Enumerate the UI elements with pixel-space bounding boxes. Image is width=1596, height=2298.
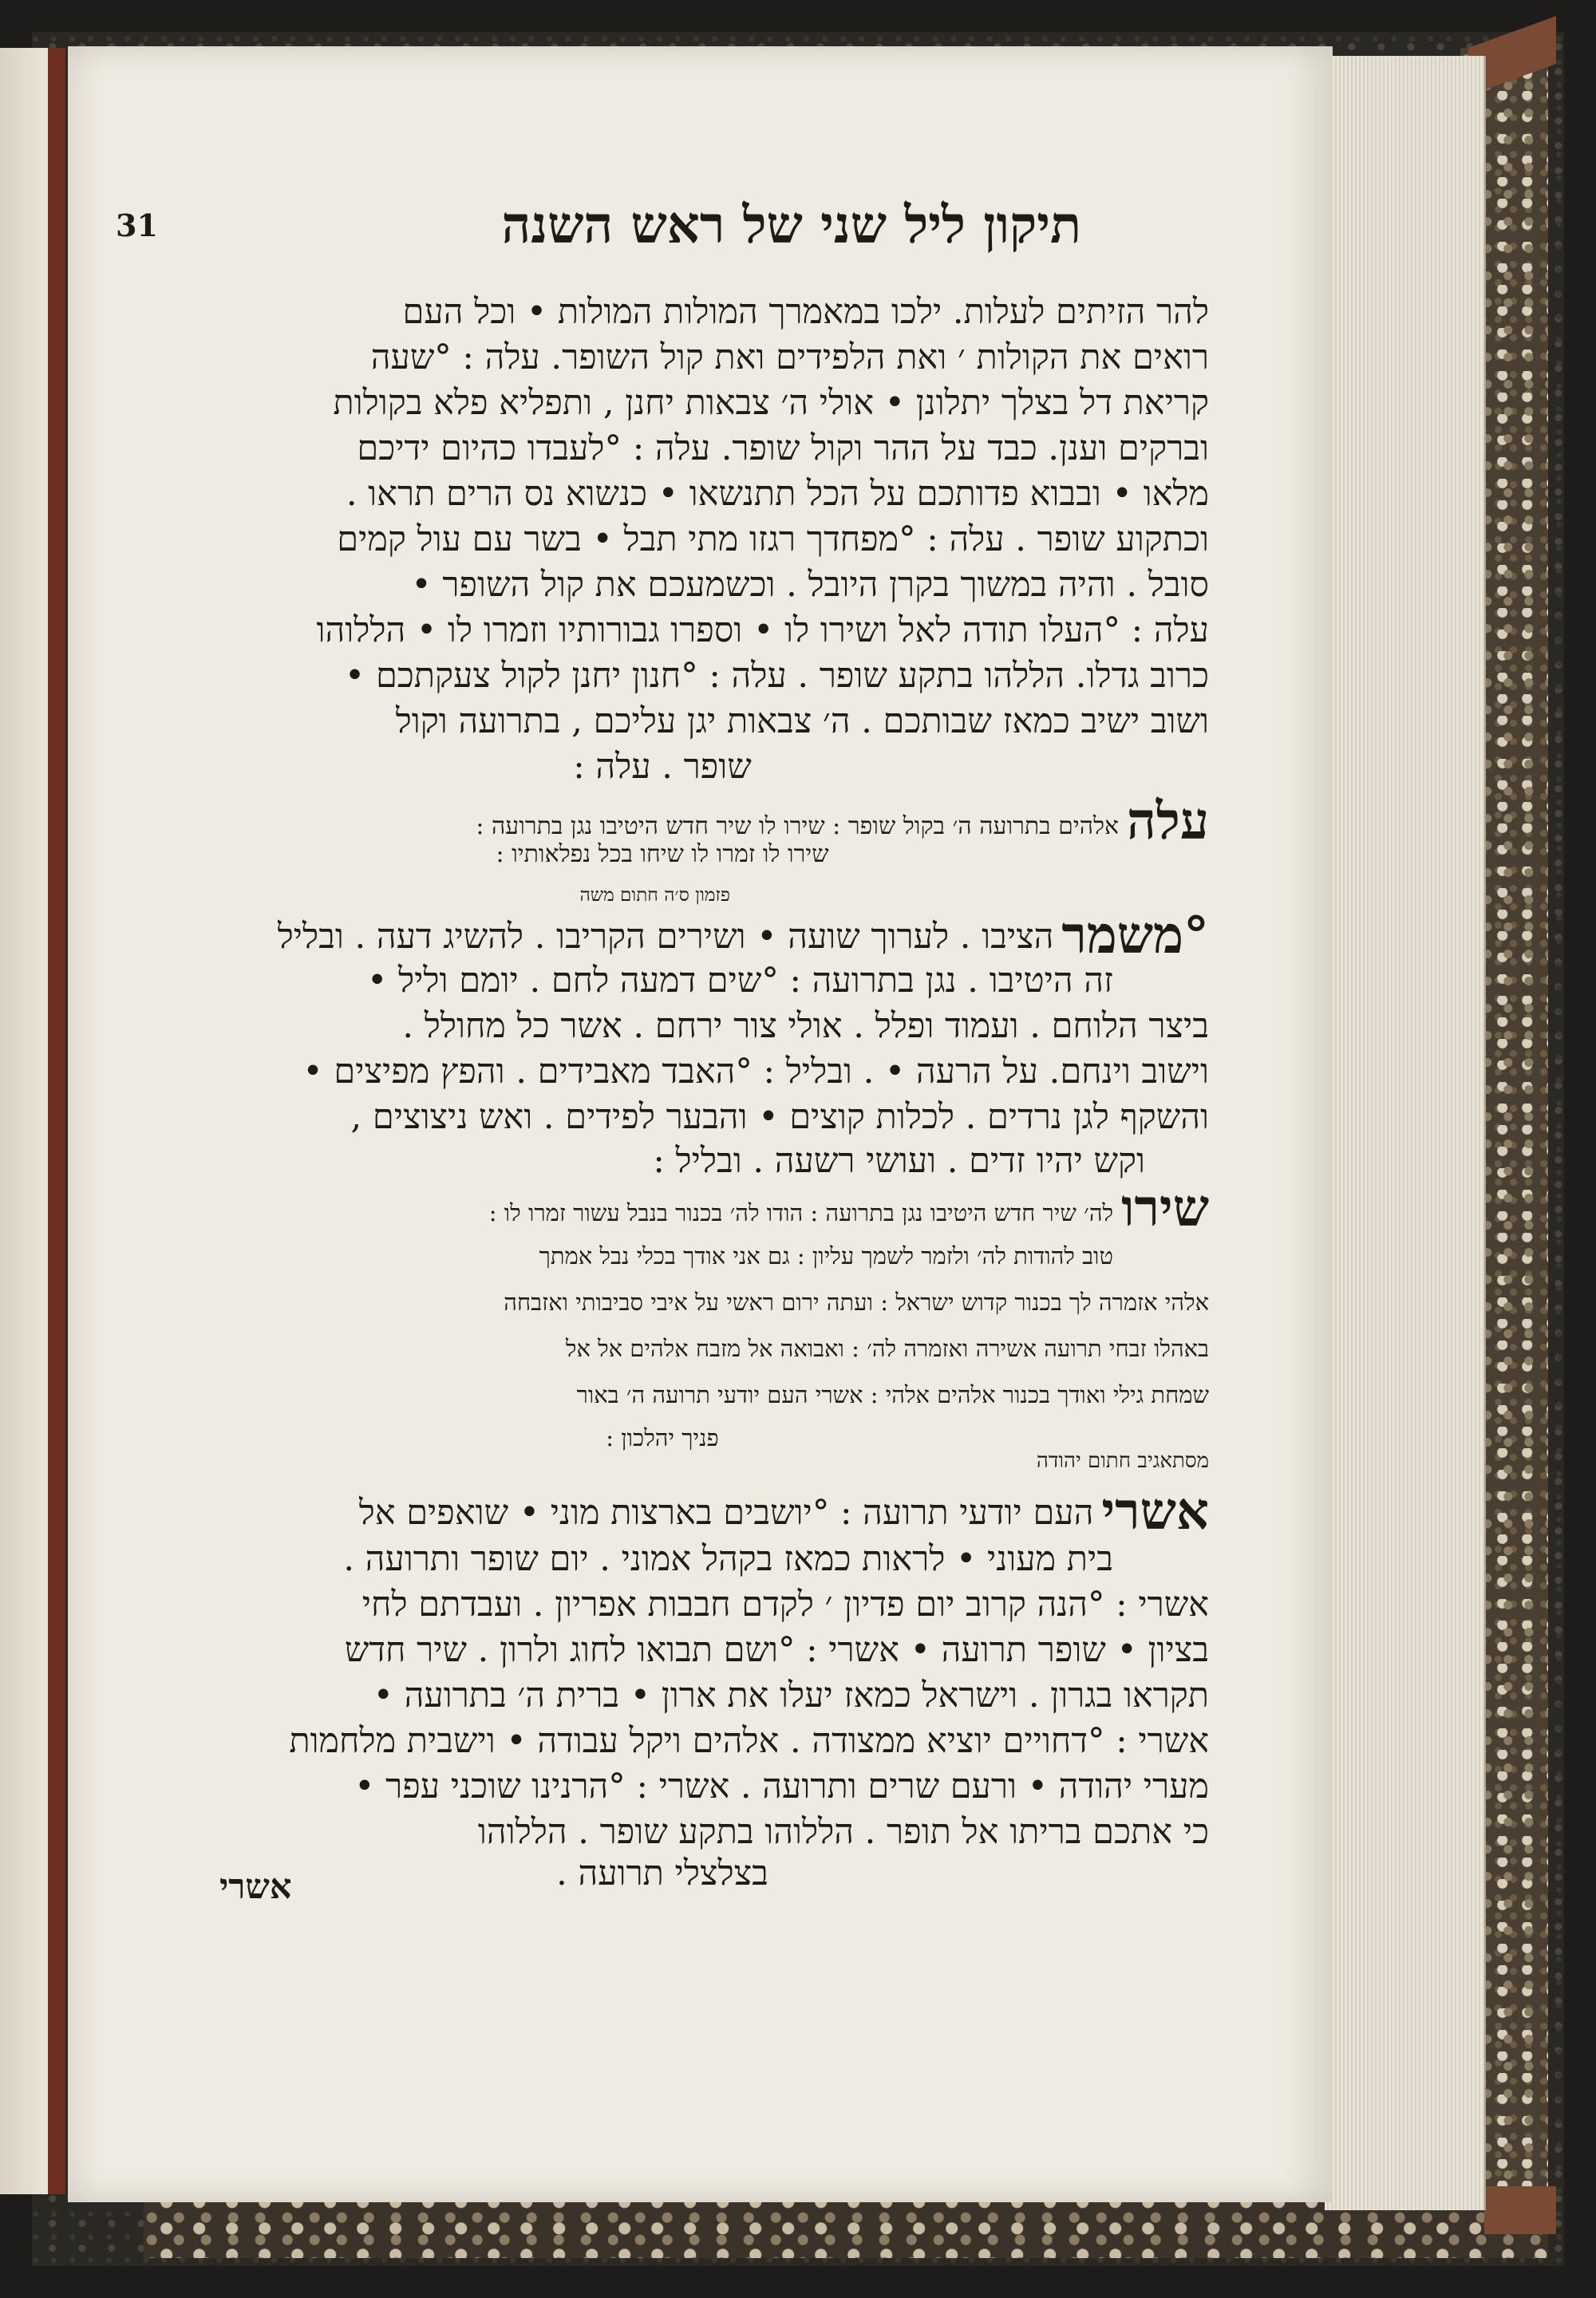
text-line: וקש יהיו זדים . ועושי רשעה . ובליל :	[653, 1141, 1145, 1181]
text-line: ושוב ישיב כמאז שבותכם . ה׳ צבאות יגן עליכם , בתרועה וקול	[395, 701, 1209, 741]
psalm-opening-word: שירו	[1121, 1179, 1209, 1238]
text-line: וברקים וענן. כבד על ההר וקול שופר. עלה : °לעבדו כהיום ידיכם	[357, 428, 1209, 468]
text-line: אלהי אזמרה לך בכנור קדוש ישראל : ועתה ירום ראשי על איבי סביבותי ואזבחה	[504, 1289, 1209, 1316]
text-line: באהלו זבחי תרועה אשירה ואזמרה לה׳ : ואבואה אל מזבח אלהים אל אל	[565, 1335, 1209, 1362]
psalm-line: שירו לו זמרו לו שיחו בכל נפלאותיו :	[496, 840, 829, 868]
psalm-line: עלהאלהים בתרועה ה׳ בקול שופר : שירו לו שיר חדש היטיבו נגן בתרועה :	[476, 792, 1209, 851]
text-line: מערי יהודה • ורעם שרים ותרועה . אשרי : °הרנינו שוכני עפר •	[354, 1767, 1209, 1806]
running-header	[116, 182, 1209, 270]
facing-page-edge	[0, 48, 49, 2194]
text-line: להר הזיתים לעלות. ילכו במאמרך המולות המולות • וכל העם	[402, 292, 1209, 332]
psalm-opening-word: עלה	[1127, 792, 1209, 851]
text-line: טוב להודות לה׳ ולזמר לשמך עליון : גם אני אודך בכלי נבל אמתך	[539, 1242, 1113, 1269]
book-page	[68, 46, 1333, 2202]
text-line: פניך יהלכון :	[606, 1424, 719, 1451]
text-line: אשרי : °הנה קרוב יום פדיון ׳ לקדם חבבות אפריון . ועבדתם לחי	[361, 1585, 1209, 1625]
piyut-line: °משמרהציבו . לערוך שועה • ושירים הקריבו . להשיג דעה . ובליל	[277, 906, 1209, 965]
piyut-opening-word: °משמר	[1061, 906, 1209, 965]
text-line: סובל . והיה במשוך בקרן היובל . וכשמעכם את קול השופר •	[411, 565, 1209, 605]
text-line: שמחת גילי ואודך בכנור אלהים אלהי : אשרי העם יודעי תרועה ה׳ באור	[576, 1381, 1209, 1408]
text-line: בצלצלי תרועה .	[556, 1854, 768, 1893]
catchword: אשרי	[219, 1867, 292, 1907]
text-line: מלאו • ובבוא פדותכם על הכל תתנשאו • כנשוא נס הרים תראו .	[346, 474, 1209, 514]
text-line: והשקף לגן נרדים . לכלות קוצים • והבער לפידים . ואש ניצוצים ,	[350, 1097, 1209, 1137]
section-caption: פזמון ס׳ה חתום משה	[579, 885, 730, 906]
text-line: בציון • שופר תרועה • אשרי : °ושם תבואו לחוג ולרון . שיר חדש	[344, 1630, 1209, 1670]
text-line: בית מעוני • לראות כמאז בקהל אמוני . יום שופר ותרועה .	[343, 1539, 1113, 1579]
text-line: תקראו בגרון . וישראל כמאז יעלו את ארון • ברית ה׳ בתרועה •	[373, 1676, 1209, 1716]
page-number: 31	[116, 207, 158, 243]
psalm-line: שירולה׳ שיר חדש היטיבו נגן בתרועה : הודו לה׳ בכנור בנבל עשור זמרו לו :	[488, 1179, 1209, 1238]
text-line: רואים את הקולות ׳ ואת הלפידים ואת קול השופר. עלה : °שעה	[370, 338, 1209, 377]
piyut-line: אשריהעם יודעי תרועה : °יושבים בארצות מוני • שואפים אל	[358, 1483, 1209, 1542]
text-line: וישוב וינחם. על הרעה • . ובליל : °האבד מאבידים . והפץ מפיצים •	[302, 1052, 1209, 1092]
text-line: עלה : °העלו תודה לאל ושירו לו • וספרו גבורותיו וזמרו לו • הללוהו	[316, 610, 1209, 650]
page-block-edge	[1325, 56, 1486, 2210]
text-line: וכתקוע שופר . עלה : °מפחדך רגזו מתי תבל • בשר עם עול קמים	[337, 519, 1209, 559]
text-line: אשרי : °דחויים יוציא ממצודה . אלהים ויקל עבודה • וישבית מלחמות	[289, 1721, 1209, 1761]
piyut-opening-word: אשרי	[1101, 1483, 1209, 1542]
text-line: שופר . עלה :	[573, 747, 752, 787]
page-title: תיקון ליל שני של ראש השנה	[501, 195, 1081, 255]
text-line: קריאת דל בצלך יתלונן • אולי ה׳ צבאות יחנן , ותפליא פלא בקולות	[333, 383, 1209, 423]
section-caption: מסתאגיב חתום יהודה	[1036, 1449, 1209, 1473]
text-line: כרוב גדלו. הללהו בתקע שופר . עלה : °חנון יחנן לקול צעקתכם •	[344, 656, 1209, 696]
spine-gutter	[48, 48, 65, 2194]
page-text	[116, 46, 1209, 2202]
leather-corner-bottom	[1484, 2186, 1556, 2234]
text-line: זה היטיבו . נגן בתרועה : °שים דמעה לחם . יומם וליל •	[367, 961, 1113, 1001]
text-line: כי אתכם בריתו אל תופר . הללוהו בתקע שופר . הללוהו	[477, 1812, 1209, 1852]
text-line: ביצר הלוחם . ועמוד ופלל . אולי צור ירחם . אשר כל מחולל .	[402, 1006, 1209, 1046]
